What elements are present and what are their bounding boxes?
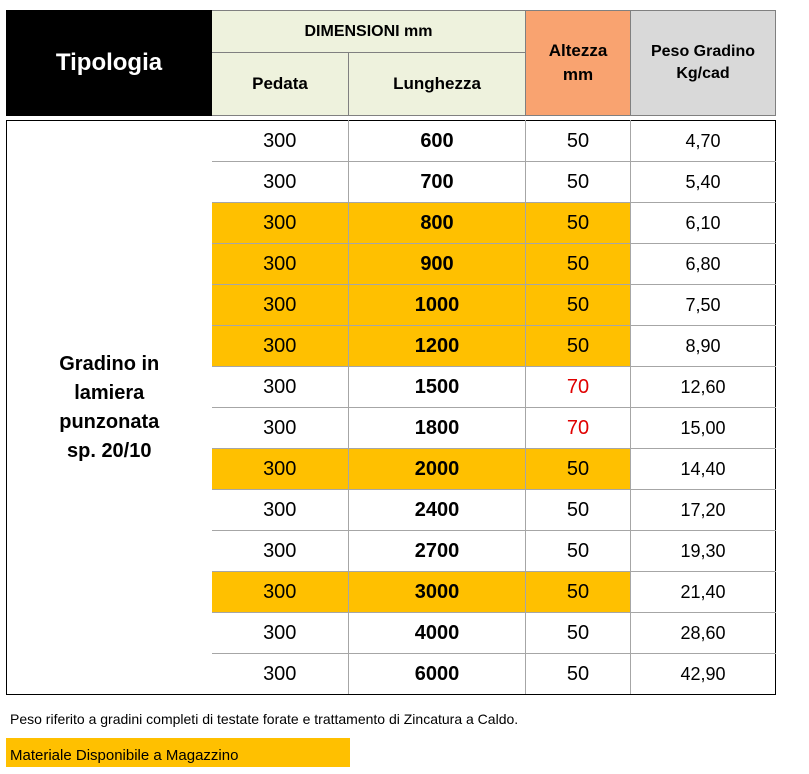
weight-note: Peso riferito a gradini completi di testate forate e trattamento di Zincatura a Caldo. [10, 711, 519, 727]
header-pedata: Pedata [212, 53, 349, 116]
cell-pedata: 300 [212, 121, 349, 162]
cell-peso: 5,40 [631, 162, 776, 203]
cell-pedata: 300 [212, 572, 349, 613]
cell-peso: 4,70 [631, 121, 776, 162]
cell-lunghezza: 4000 [349, 613, 526, 654]
legend-available: Materiale Disponibile a Magazzino [6, 738, 350, 767]
cell-altezza: 50 [526, 162, 631, 203]
cell-lunghezza: 900 [349, 244, 526, 285]
header-tipologia: Tipologia [7, 11, 212, 116]
cell-altezza: 50 [526, 531, 631, 572]
header-peso [631, 11, 776, 116]
cell-pedata: 300 [212, 203, 349, 244]
cell-peso: 6,80 [631, 244, 776, 285]
cell-pedata: 300 [212, 490, 349, 531]
cell-peso: 28,60 [631, 613, 776, 654]
cell-pedata: 300 [212, 244, 349, 285]
header-altezza-line2: mm [562, 65, 594, 84]
cell-pedata: 300 [212, 367, 349, 408]
cell-altezza: 50 [526, 121, 631, 162]
cell-peso: 19,30 [631, 531, 776, 572]
tipologia-line2: lamiera [74, 381, 145, 404]
cell-altezza: 50 [526, 654, 631, 695]
cell-lunghezza: 3000 [349, 572, 526, 613]
cell-peso: 15,00 [631, 408, 776, 449]
steps-table [6, 10, 776, 695]
cell-pedata: 300 [212, 613, 349, 654]
cell-peso: 8,90 [631, 326, 776, 367]
cell-pedata: 300 [212, 654, 349, 695]
cell-altezza: 70 [526, 408, 631, 449]
tipologia-line1: Gradino in [59, 352, 160, 375]
table-row [7, 121, 776, 162]
cell-peso: 14,40 [631, 449, 776, 490]
cell-altezza: 50 [526, 285, 631, 326]
cell-pedata: 300 [212, 162, 349, 203]
cell-lunghezza: 1500 [349, 367, 526, 408]
cell-peso: 42,90 [631, 654, 776, 695]
header-dimensioni: DIMENSIONI mm [212, 11, 526, 53]
cell-altezza: 50 [526, 244, 631, 285]
header-peso-line1: Peso Gradino [650, 43, 756, 60]
cell-lunghezza: 2000 [349, 449, 526, 490]
cell-altezza: 50 [526, 613, 631, 654]
cell-pedata: 300 [212, 408, 349, 449]
cell-lunghezza: 800 [349, 203, 526, 244]
cell-peso: 7,50 [631, 285, 776, 326]
cell-lunghezza: 700 [349, 162, 526, 203]
cell-lunghezza: 600 [349, 121, 526, 162]
header-altezza [526, 11, 631, 116]
cell-altezza: 50 [526, 326, 631, 367]
steps-table-container [6, 10, 776, 695]
cell-altezza: 50 [526, 572, 631, 613]
cell-altezza: 50 [526, 203, 631, 244]
cell-lunghezza: 2400 [349, 490, 526, 531]
cell-lunghezza: 6000 [349, 654, 526, 695]
cell-lunghezza: 1000 [349, 285, 526, 326]
cell-altezza: 50 [526, 449, 631, 490]
cell-lunghezza: 1800 [349, 408, 526, 449]
tipologia-line4: sp. 20/10 [66, 439, 152, 462]
cell-pedata: 300 [212, 285, 349, 326]
table-body [7, 121, 776, 695]
cell-peso: 17,20 [631, 490, 776, 531]
tipologia-description [7, 121, 212, 695]
cell-peso: 12,60 [631, 367, 776, 408]
cell-altezza: 50 [526, 490, 631, 531]
cell-pedata: 300 [212, 326, 349, 367]
cell-lunghezza: 1200 [349, 326, 526, 367]
header-lunghezza: Lunghezza [349, 53, 526, 116]
cell-pedata: 300 [212, 449, 349, 490]
header-altezza-line1: Altezza [548, 41, 608, 60]
cell-pedata: 300 [212, 531, 349, 572]
cell-altezza: 70 [526, 367, 631, 408]
table-header [7, 11, 776, 121]
tipologia-line3: punzonata [59, 410, 160, 433]
header-peso-line2: Kg/cad [676, 65, 730, 82]
cell-peso: 21,40 [631, 572, 776, 613]
cell-peso: 6,10 [631, 203, 776, 244]
cell-lunghezza: 2700 [349, 531, 526, 572]
